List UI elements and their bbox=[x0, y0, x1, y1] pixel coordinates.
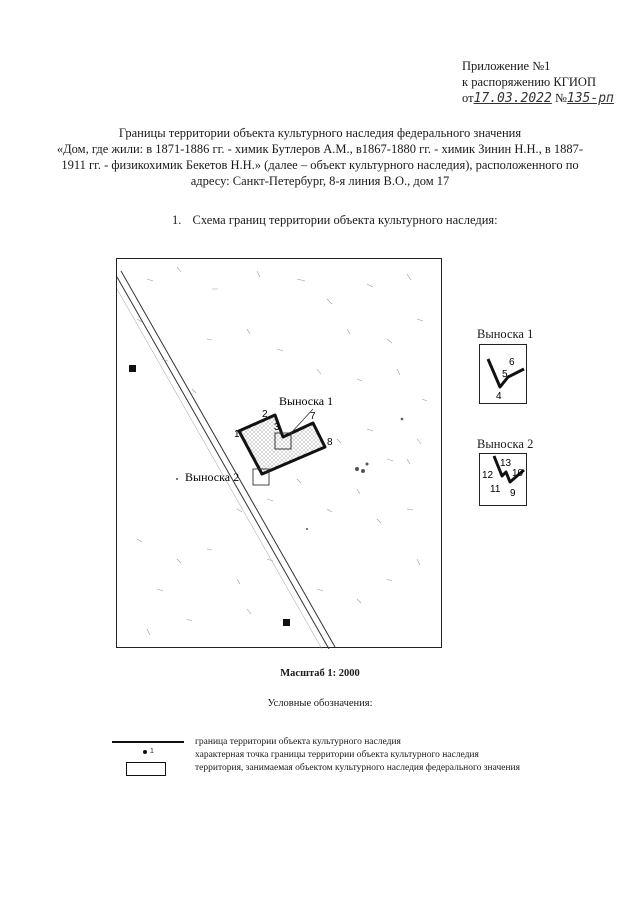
boundary-map bbox=[116, 258, 442, 648]
section-number: 1. bbox=[172, 213, 182, 227]
appendix-line2: к распоряжению КГИОП bbox=[462, 75, 596, 89]
title-line3: 1911 гг. - физикохимик Бекетов Н.Н.» (далее – объект культурного наследия), расположенного по bbox=[61, 158, 579, 172]
callout2-point-13: 13 bbox=[500, 458, 512, 469]
callout2-point-11: 11 bbox=[490, 484, 501, 495]
title-line2: «Дом, где жили: в 1871-1886 гг. - химик Бутлеров А.М., в1867-1880 гг. - химик Зинин Н.Н., в 1887- bbox=[56, 142, 584, 156]
legend-item-territory: территория, занимаемая объектом культурного наследия федерального значения bbox=[195, 763, 520, 773]
appendix-date: 17.03.2022 bbox=[473, 91, 552, 106]
map-point-8: 8 bbox=[327, 437, 333, 448]
map-point-3: 3 bbox=[274, 422, 280, 433]
appendix-date-line bbox=[462, 90, 614, 107]
callout2-title: Выноска 2 bbox=[477, 437, 534, 451]
callout1-title: Выноска 1 bbox=[477, 327, 534, 341]
map-drawing bbox=[117, 259, 443, 649]
appendix-header bbox=[462, 58, 614, 107]
map-callout1-label: Выноска 1 bbox=[279, 394, 334, 408]
number-prefix: № bbox=[554, 91, 567, 105]
callout1-point-6: 6 bbox=[509, 357, 515, 368]
appendix-line1: Приложение №1 bbox=[462, 59, 551, 73]
callout2-point-12: 12 bbox=[482, 470, 494, 481]
callout2-drawing bbox=[480, 454, 526, 505]
callout2-point-10: 10 bbox=[512, 468, 524, 479]
callout1-point-4: 4 bbox=[496, 391, 502, 402]
date-prefix: от bbox=[462, 91, 474, 105]
legend-point-marker-label: 1 bbox=[150, 748, 154, 755]
map-point-2: 2 bbox=[262, 409, 268, 420]
map-point-1: 1 bbox=[234, 429, 240, 440]
legend-boundary-line bbox=[112, 741, 184, 743]
legend-item-point: характерная точка границы территории объекта культурного наследия bbox=[195, 750, 479, 760]
map-marker-square-1 bbox=[129, 365, 136, 372]
map-point-7: 7 bbox=[310, 411, 316, 422]
section-heading bbox=[172, 213, 498, 228]
callout1-point-5: 5 bbox=[502, 369, 508, 380]
title-line1: Границы территории объекта культурного наследия федерального значения bbox=[118, 126, 522, 140]
map-scale: Масштаб 1: 2000 bbox=[280, 668, 360, 679]
callout2-point-9: 9 bbox=[510, 488, 516, 499]
map-marker-square-2 bbox=[283, 619, 290, 626]
legend-item-boundary: граница территории объекта культурного наследия bbox=[195, 737, 401, 747]
appendix-number: 135-рп bbox=[566, 91, 614, 106]
map-callout2-label: Выноска 2 bbox=[185, 470, 240, 484]
street-line-2 bbox=[121, 271, 335, 647]
legend-point-marker bbox=[143, 750, 147, 754]
section-heading-text: Схема границ территории объекта культурного наследия: bbox=[192, 213, 498, 227]
callout1-drawing bbox=[480, 345, 526, 403]
street-line-3 bbox=[117, 289, 322, 649]
street-line-1 bbox=[117, 277, 329, 649]
document-title bbox=[50, 125, 590, 189]
callout1-box bbox=[479, 344, 527, 404]
legend-territory-box bbox=[126, 762, 166, 776]
callout2-box bbox=[479, 453, 527, 506]
title-line4: адресу: Санкт-Петербург, 8-я линия В.О., дом 17 bbox=[190, 174, 450, 188]
legend-title: Условные обозначения: bbox=[267, 698, 373, 709]
